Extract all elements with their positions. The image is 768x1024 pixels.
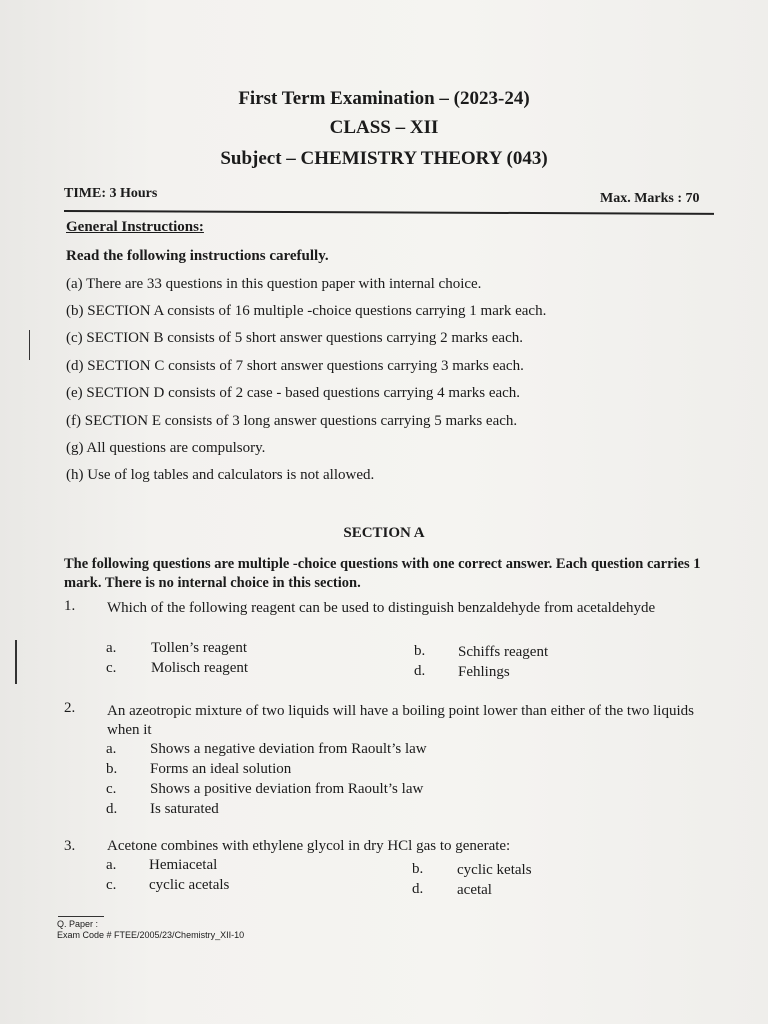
option-text: Shows a negative deviation from Raoult’s law — [150, 741, 427, 757]
option-label: c. — [106, 781, 117, 797]
option-text: Schiffs reagent — [458, 644, 549, 660]
instruction-item: (a) There are 33 questions in this question paper with internal choice. — [66, 276, 482, 292]
header-divider — [64, 210, 714, 215]
scan-mark — [29, 330, 30, 360]
section-a-title: SECTION A — [343, 525, 425, 541]
option-text: Hemiacetal — [149, 857, 218, 873]
option-label: d. — [106, 801, 118, 817]
footer-exam-code: Exam Code # FTEE/2005/23/Chemistry_XII-10 — [57, 930, 245, 940]
question-number: 2. — [64, 700, 76, 716]
subject-title: Subject – CHEMISTRY THEORY (043) — [220, 148, 548, 169]
option-text: Forms an ideal solution — [150, 761, 292, 777]
instruction-item: (c) SECTION B consists of 5 short answer questions carrying 2 marks each. — [66, 330, 523, 346]
instruction-item: (d) SECTION C consists of 7 short answer questions carrying 3 marks each. — [66, 358, 524, 374]
instructions-lead: Read the following instructions carefully. — [66, 248, 329, 264]
footer-divider — [58, 916, 104, 917]
option-label: a. — [106, 857, 117, 873]
instruction-item: (g) All questions are compulsory. — [66, 440, 266, 456]
option-text: Molisch reagent — [151, 660, 249, 676]
option-label: b. — [106, 761, 118, 777]
time-label: TIME: 3 Hours — [64, 186, 158, 201]
footer-paper-label: Q. Paper : — [57, 919, 99, 929]
instruction-item: (b) SECTION A consists of 16 multiple -choice questions carrying 1 mark each. — [66, 303, 547, 319]
class-title: CLASS – XII — [329, 117, 439, 138]
option-text: Fehlings — [458, 664, 510, 680]
instructions-heading: General Instructions: — [66, 219, 204, 235]
option-text: Shows a positive deviation from Raoult’s law — [150, 781, 424, 797]
question-number: 3. — [64, 838, 76, 854]
option-label: c. — [106, 660, 117, 676]
option-label: d. — [414, 663, 426, 679]
exam-title: First Term Examination – (2023-24) — [238, 88, 530, 109]
option-text: acetal — [457, 882, 492, 898]
option-label: a. — [106, 741, 117, 757]
question-text: Acetone combines with ethylene glycol in dry HCl gas to generate: — [107, 838, 511, 854]
option-text: Tollen’s reagent — [151, 640, 247, 656]
question-text: Which of the following reagent can be used to distinguish benzaldehyde from acetaldehyde — [107, 600, 656, 616]
instruction-item: (f) SECTION E consists of 3 long answer questions carrying 5 marks each. — [66, 413, 518, 429]
option-text: Is saturated — [150, 801, 219, 817]
question-text: An azeotropic mixture of two liquids will have a boiling point lower than either of the two liquids when it — [107, 703, 694, 738]
question-number: 1. — [64, 598, 76, 614]
option-label: d. — [412, 881, 424, 897]
section-a-intro: The following questions are multiple -choice questions with one correct answer. Each question carries 1 mark. There is no internal choice in this section. — [64, 556, 701, 591]
option-label: c. — [106, 877, 117, 893]
instruction-item: (h) Use of log tables and calculators is not allowed. — [66, 467, 375, 483]
option-label: a. — [106, 640, 117, 656]
option-text: cyclic ketals — [457, 862, 532, 878]
max-marks-label: Max. Marks : 70 — [600, 191, 700, 206]
option-label: b. — [414, 643, 426, 659]
instruction-item: (e) SECTION D consists of 2 case - based questions carrying 4 marks each. — [66, 385, 521, 401]
option-text: cyclic acetals — [149, 877, 230, 893]
option-label: b. — [412, 861, 424, 877]
scan-mark — [15, 640, 17, 684]
